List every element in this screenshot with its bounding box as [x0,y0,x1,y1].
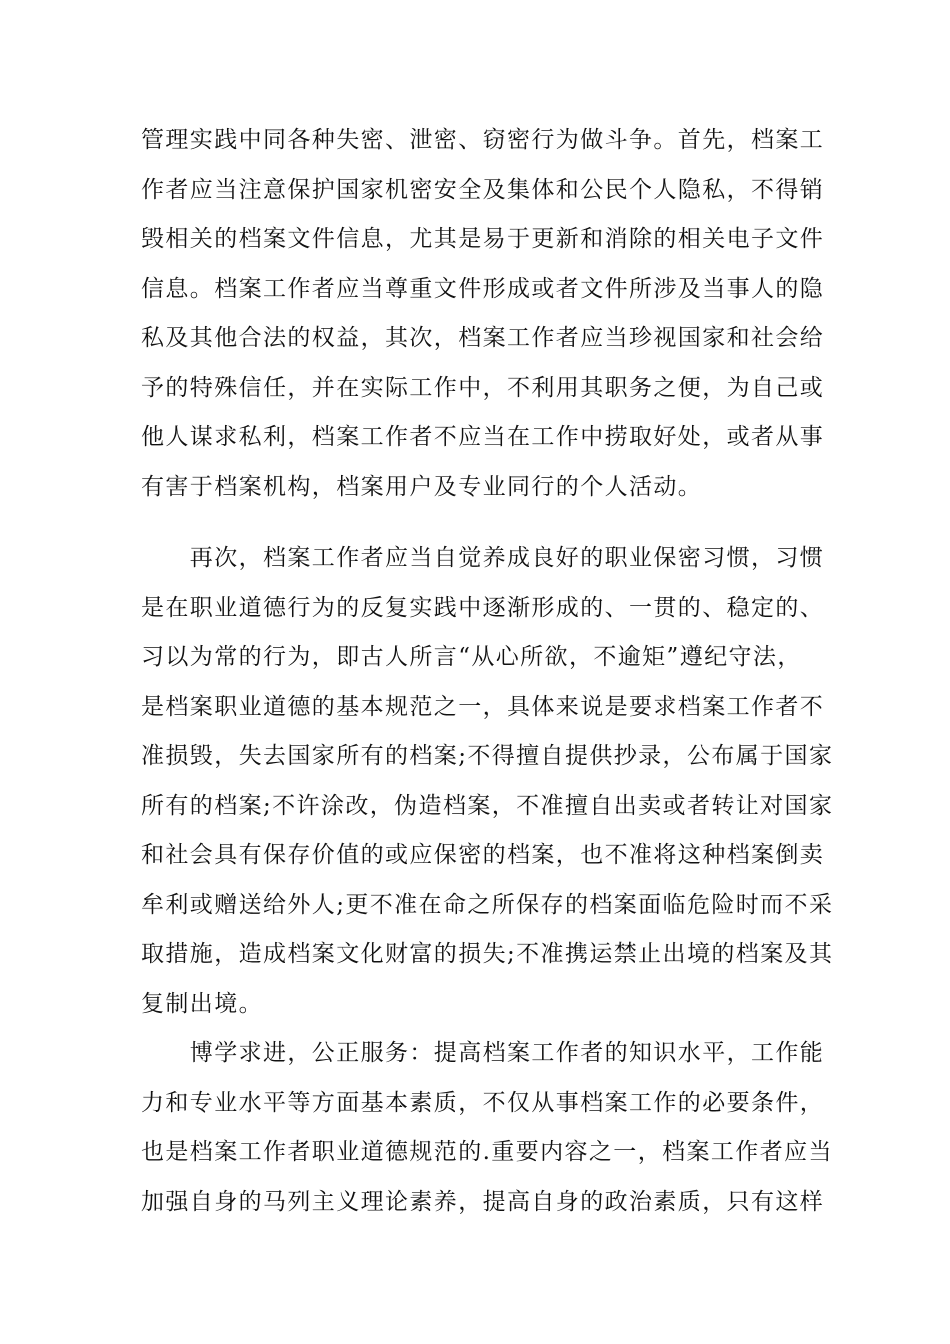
text-line: 他人谋求私利，档案工作者不应当在工作中捞取好处，或者从事 [141,424,825,450]
document-body [141,116,834,1227]
paragraph-spacer [141,512,813,534]
text-line: 复制出境。 [141,990,263,1017]
text-line: 予的特殊信任，并在实际工作中，不利用其职务之便，为自己或 [141,374,825,401]
text-line: 是档案职业道德的基本规范之一，具体来说是要求档案工作者不 [141,693,825,720]
text-line: 信息。档案工作者应当尊重文件形成或者文件所涉及当事人的隐 [141,275,825,302]
text-line: 习以为常的行为，即古人所言“从心所欲，不逾矩”遵纪守法， [141,644,802,670]
text-line: 准损毁，失去国家所有的档案;不得擅自提供抄录，公布属于国家 [141,743,834,769]
text-line: 牟利或赠送给外人;更不准在命之所保存的档案面临危险时而不采 [141,891,834,918]
text-line: 再次，档案工作者应当自觉养成良好的职业保密习惯，习惯 [141,545,825,571]
text-line: 和社会具有保存价值的或应保密的档案，也不准将这种档案倒卖 [141,842,825,868]
text-line: 毁相关的档案文件信息，尤其是易于更新和消除的相关电子文件 [141,226,825,252]
paragraph-learning-service [141,1029,833,1227]
text-line: 私及其他合法的权益，其次，档案工作者应当珍视国家和社会给 [141,325,825,351]
paragraph-confidentiality-duty [141,116,825,512]
text-line: 管理实践中同各种失密、泄密、窃密行为做斗争。首先，档案工 [141,127,825,153]
text-line: 有害于档案机构，档案用户及专业同行的个人活动。 [141,473,703,500]
text-line: 加强自身的马列主义理论素养，提高自身的政治素质，只有这样 [141,1188,825,1215]
text-line: 博学求进，公正服务：提高档案工作者的知识水平，工作能 [141,1040,825,1066]
paragraph-secrecy-habits [141,534,834,1029]
text-line: 也是档案工作者职业道德规范的.重要内容之一，档案工作者应当 [141,1139,833,1165]
text-line: 作者应当注意保护国家机密安全及集体和公民个人隐私，不得销 [141,176,825,203]
text-line: 所有的档案;不许涂改，伪造档案，不准擅自出卖或者转让对国家 [141,792,834,819]
text-line: 力和专业水平等方面基本素质，不仅从事档案工作的必要条件， [141,1089,825,1116]
text-line: 取措施，造成档案文化财富的损失;不准携运禁止出境的档案及其 [141,941,834,967]
text-line: 是在职业道德行为的反复实践中逐渐形成的、一贯的、稳定的、 [141,594,825,621]
